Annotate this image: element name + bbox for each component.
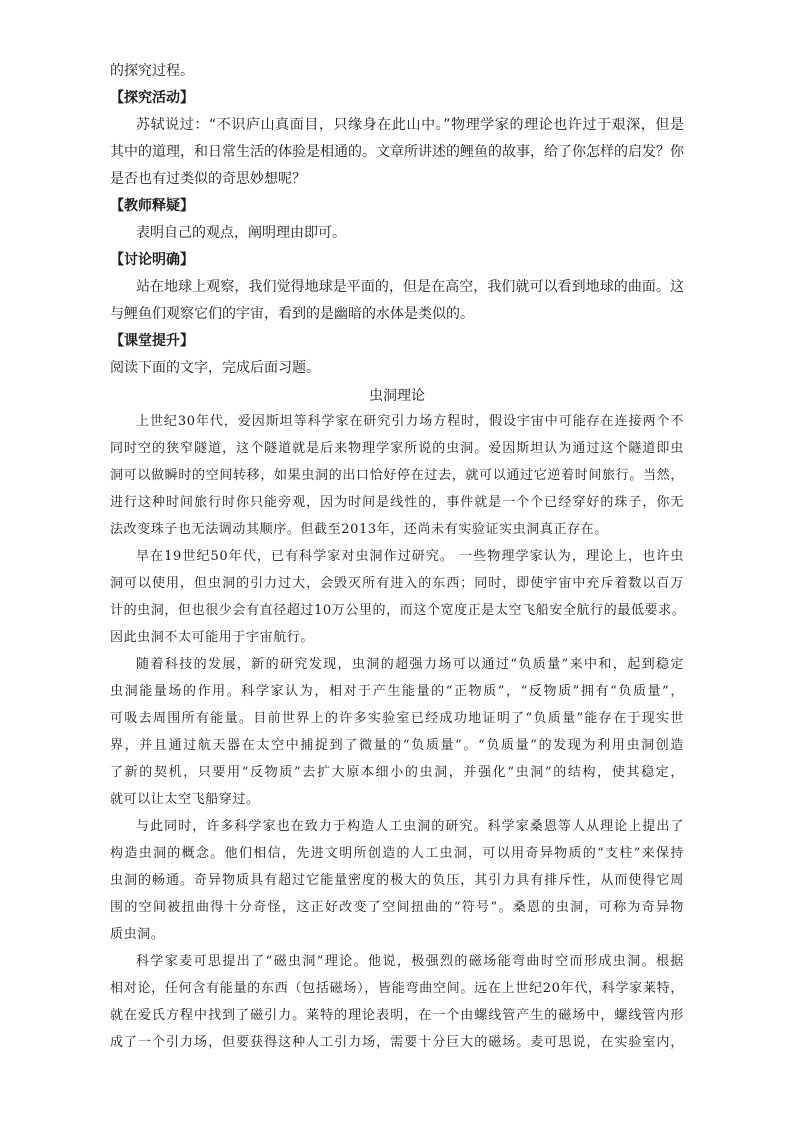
section-heading-teacher: 【教师释疑】 xyxy=(110,198,194,214)
text-line: 与鲤鱼们观察它们的宇宙，看到的是幽暗的水体是类似的。 xyxy=(110,306,474,322)
text-line: 是否也有过类似的奇思妙想呢？ xyxy=(110,171,306,187)
article-line: 了新的契机，只要用“反物质”去扩大原本细小的虫洞，并强化“虫洞”的结构，使其稳定， xyxy=(110,765,684,780)
article-line: 早在19世纪50年代，已有科学家对虫洞作过研究。 一些物理学家认为，理论上，也许虫 xyxy=(136,549,684,564)
article-line: 科学家麦可思提出了“磁虫洞”理论。他说，极强烈的磁场能弯曲时空而形成虫洞。根据 xyxy=(136,954,684,969)
text-line: 阅读下面的文字，完成后面习题。 xyxy=(110,360,320,376)
article-line: 相对论，任何含有能量的东西（包括磁场），皆能弯曲空间。远在上世纪20年代，科学家莱特， xyxy=(110,981,684,996)
article-line: 虫洞能量场的作用。科学家认为，相对于产生能量的“正物质”，“反物质”拥有“负质量”， xyxy=(110,684,684,699)
article-line: 进行这种时间旅行时你只能旁观，因为时间是线性的，事件就是一个个已经穿好的珠子，你无 xyxy=(110,495,684,510)
article-title: 虫洞理论 xyxy=(369,388,425,404)
text-line: 苏轼说过：“不识庐山真面目，只缘身在此山中。”物理学家的理论也许过于艰深，但是 xyxy=(136,117,684,133)
text-line: 站在地球上观察，我们觉得地球是平面的，但是在高空，我们就可以看到地球的曲面。这 xyxy=(136,279,684,295)
article-line: 围的空间被扭曲得十分奇怪，这正好改变了空间扭曲的“符号”。桑恩的虫洞，可称为奇异物 xyxy=(110,900,684,915)
section-heading-improvement: 【课堂提升】 xyxy=(110,333,194,349)
text-line: 的探究过程。 xyxy=(110,63,194,79)
article-line: 随着科技的发展，新的研究发现，虫洞的超强力场可以通过“负质量”来中和，起到稳定 xyxy=(136,657,684,672)
article-line: 虫洞的畅通。奇异物质具有超过它能量密度的极大的负压，其引力具有排斥性，从而使得它周 xyxy=(110,873,684,888)
article-line: 构造虫洞的概念。他们相信，先进文明所创造的人工虫洞，可以用奇异物质的“支柱”来保持 xyxy=(110,846,684,861)
article-line: 界，并且通过航天器在太空中捕捉到了微量的“负质量”。“负质量”的发现为利用虫洞创造 xyxy=(110,738,684,753)
article-line: 同时空的狭窄隧道，这个隧道就是后来物理学家所说的虫洞。爱因斯坦认为通过这个隧道即虫 xyxy=(110,441,684,456)
article-line: 就可以让太空飞船穿过。 xyxy=(110,792,260,807)
article-line: 质虫洞。 xyxy=(110,927,165,942)
article-line: 上世纪30年代，爱因斯坦等科学家在研究引力场方程时，假设宇宙中可能存在连接两个不 xyxy=(136,414,684,429)
text-line: 其中的道理，和日常生活的体验是相通的。文章所讲述的鲤鱼的故事，给了你怎样的启发？你 xyxy=(110,144,684,160)
article-line: 计的虫洞，但也很少会有直径超过10万公里的，而这个宽度正是太空飞船安全航行的最低要求。 xyxy=(110,603,686,618)
article-line: 就在爱氏方程中找到了磁引力。莱特的理论表明，在一个由螺线管产生的磁场中，螺线管内形 xyxy=(110,1008,684,1023)
section-heading-inquiry: 【探究活动】 xyxy=(110,90,194,106)
article-line: 因此虫洞不太可能用于宇宙航行。 xyxy=(110,630,315,645)
section-heading-discussion: 【讨论明确】 xyxy=(110,252,194,268)
article-line: 洞可以做瞬时的空间转移，如果虫洞的出口恰好停在过去，就可以通过它逆着时间旅行。当然， xyxy=(110,468,684,483)
article-line: 法改变珠子也无法调动其顺序。但截至2013年，还尚未有实验证实虫洞真正存在。 xyxy=(110,522,608,537)
article-line: 成了一个引力场，但要获得这种人工引力场，需要十分巨大的磁场。麦可思说，在实验室内， xyxy=(110,1035,684,1050)
text-line: 表明自己的观点，阐明理由即可。 xyxy=(136,225,346,241)
article-line: 与此同时，许多科学家也在致力于构造人工虫洞的研究。科学家桑恩等人从理论上提出了 xyxy=(136,819,684,834)
article-line: 洞可以使用，但虫洞的引力过大，会毁灭所有进入的东西；同时，即使宇宙中充斥着数以百万 xyxy=(110,576,684,591)
article-line: 可吸去周围所有能量。目前世界上的许多实验室已经成功地证明了“负质量”能存在于现实世 xyxy=(110,711,684,726)
